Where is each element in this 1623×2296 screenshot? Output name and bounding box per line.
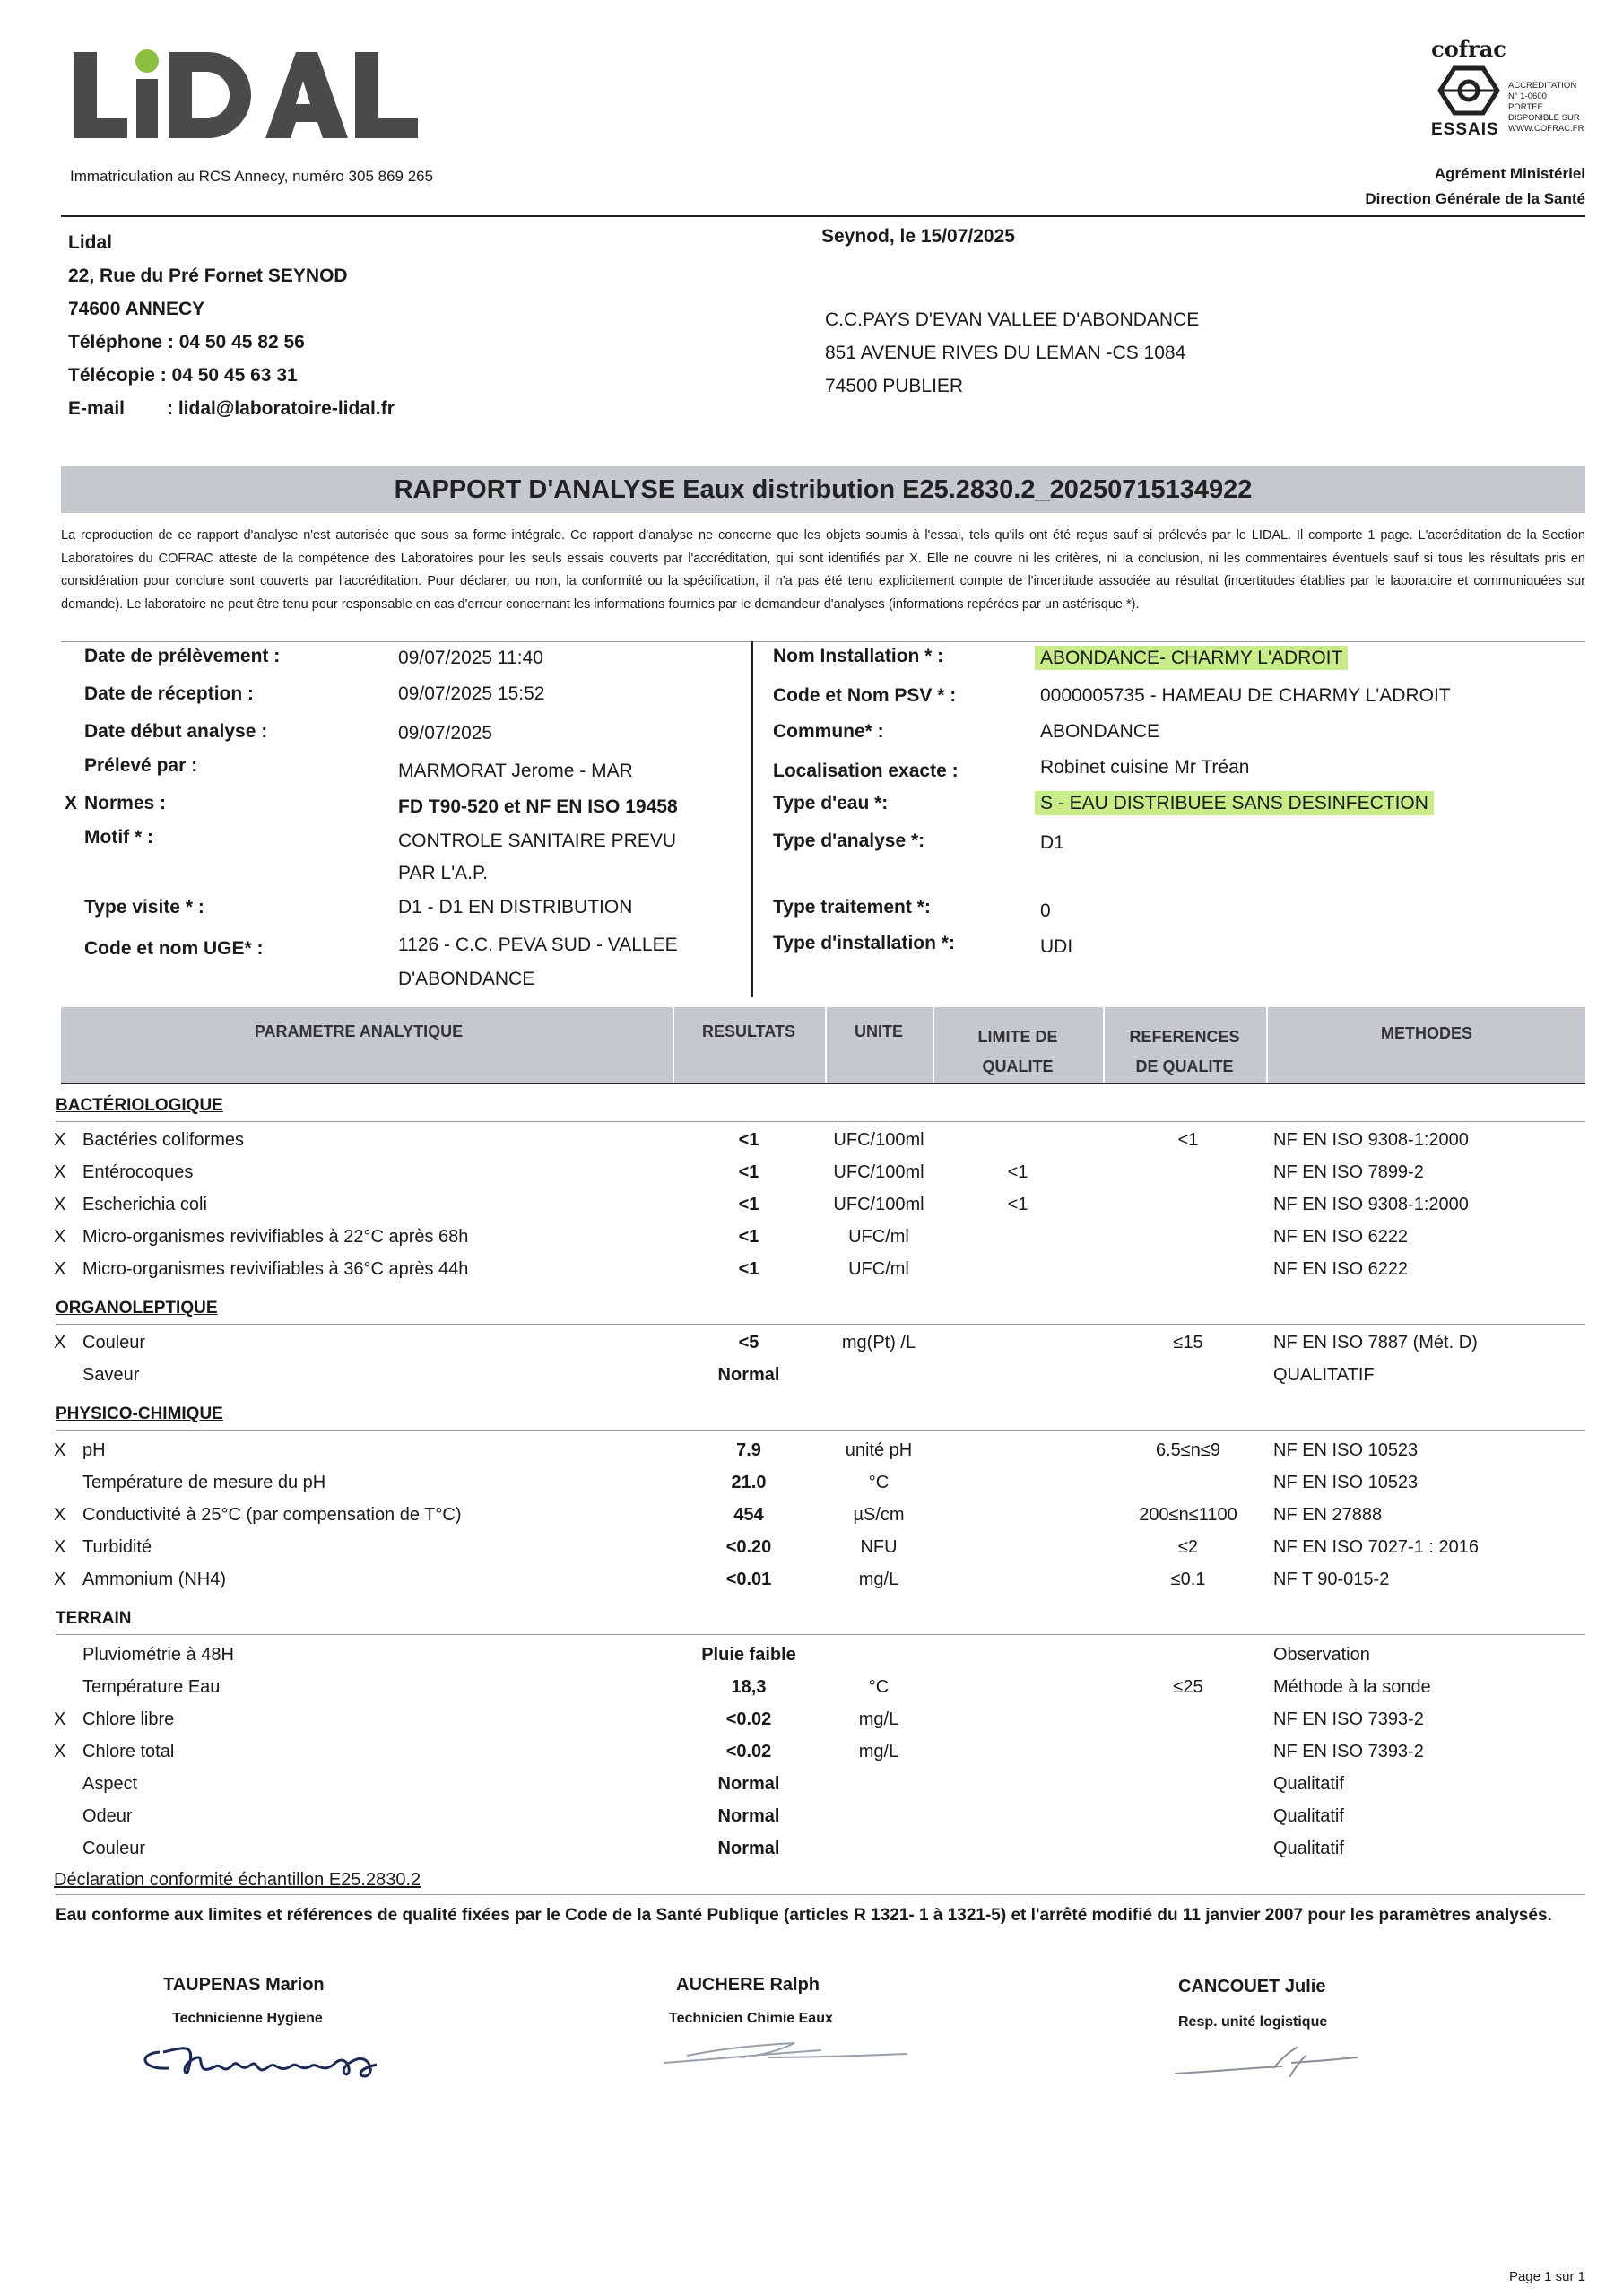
cofrac-line: N° 1-0600 [1508,91,1547,101]
table-row [0,1227,1623,1259]
param-method: Qualitatif [1273,1839,1344,1858]
section-rule [56,1121,1585,1122]
param-method: NF EN ISO 9308-1:2000 [1273,1195,1469,1214]
header-rule [61,215,1585,217]
info-value [1035,648,1348,669]
tel-label: Téléphone : [68,332,174,352]
accred-mark: X [54,1709,66,1729]
cofrac-line: DISPONIBLE SUR [1508,113,1580,123]
header-separator [825,1007,827,1083]
conformity-conclusion: Eau conforme aux limites et références de qualité fixées par le Code de la Santé Publique (articles R 1321- 1 à 1321-5) et l'arrêté modifié du 11 janvier 2007 pour les paramètres analysés. [56,1906,1552,1925]
param-name: Température Eau [82,1677,221,1697]
recipient-line: 851 AVENUE RIVES DU LEMAN -CS 1084 [825,343,1186,363]
col-header-unit: UNITE [855,1022,903,1040]
sender-city: 74600 ANNECY [68,299,205,319]
param-result: 21.0 [731,1473,767,1492]
param-result: <0.02 [725,1709,772,1729]
param-result: Normal [717,1839,780,1858]
info-value: 1126 - C.C. PEVA SUD - VALLEE [398,935,678,955]
param-method: NF EN ISO 7899-2 [1273,1162,1424,1182]
info-top-rule [61,641,1585,642]
info-value: Robinet cuisine Mr Tréan [1040,757,1250,778]
param-name: Couleur [82,1839,146,1858]
param-ref: ≤0.1 [1170,1570,1206,1589]
param-unit: UFC/100ml [833,1195,924,1214]
lidal-logo-graphic [70,36,429,144]
info-label: Localisation exacte : [773,761,959,781]
param-method: NF EN ISO 10523 [1273,1440,1419,1460]
param-name: Turbidité [82,1537,152,1557]
info-value: 0000005735 - HAMEAU DE CHARMY L'ADROIT [1040,685,1451,706]
cofrac-badge [1431,36,1593,152]
sender-block [68,226,395,425]
param-ref: 200≤n≤1100 [1139,1505,1237,1525]
param-result: <1 [738,1259,759,1279]
info-value: 0 [1040,900,1051,921]
highlighted-value: S - EAU DISTRIBUEE SANS DESINFECTION [1035,791,1434,815]
info-label: Date de prélèvement : [84,646,281,666]
param-result: Pluie faible [701,1645,796,1665]
param-result: <1 [738,1195,759,1214]
param-method: Méthode à la sonde [1273,1677,1431,1697]
accred-mark: X [54,1742,66,1761]
param-unit: UFC/100ml [833,1130,924,1150]
param-method: NF T 90-015-2 [1273,1570,1390,1589]
param-name: Saveur [82,1365,140,1385]
info-value [1035,793,1434,814]
section-rule [56,1324,1585,1325]
info-label: Code et nom UGE* : [84,938,264,959]
table-row [0,1774,1623,1806]
email-label: E-mail [68,398,126,419]
param-unit: mg(Pt) /L [841,1333,916,1352]
recipient-line: 74500 PUBLIER [825,376,964,396]
highlighted-value: ABONDANCE- CHARMY L'ADROIT [1035,646,1348,670]
table-row [0,1570,1623,1602]
accred-mark: X [54,1440,66,1460]
sender-name: Lidal [68,232,113,253]
section-title: ORGANOLEPTIQUE [56,1299,218,1318]
cofrac-line: PORTEE [1508,102,1543,112]
param-ref: ≤2 [1177,1537,1199,1557]
declaration-title: Déclaration conformité échantillon E25.2830.2 [54,1870,421,1890]
signatory-name: CANCOUET Julie [1178,1977,1326,1996]
info-label: Type d'installation *: [773,933,955,953]
info-value: 09/07/2025 [398,723,493,744]
param-result: <1 [738,1227,759,1247]
param-method: NF EN ISO 7393-2 [1273,1709,1424,1729]
param-name: Chlore total [82,1742,175,1761]
info-value-cont: PAR L'A.P. [398,863,489,883]
table-row [0,1505,1623,1537]
info-value: CONTROLE SANITAIRE PREVU [398,831,676,851]
signatory-role: Technicien Chimie Eaux [669,2011,833,2026]
param-method: NF EN ISO 6222 [1273,1227,1409,1247]
tel-value: 04 50 45 82 56 [178,332,305,352]
table-row [0,1195,1623,1227]
signatory-name: TAUPENAS Marion [163,1975,325,1995]
param-method: NF EN ISO 10523 [1273,1473,1419,1492]
param-result: <1 [738,1130,759,1150]
agrement-ministeriel: Agrément Ministériel [1434,165,1585,182]
param-unit: mg/L [858,1742,899,1761]
info-value: FD T90-520 et NF EN ISO 19458 [398,796,678,817]
direction-sante: Direction Générale de la Santé [1365,190,1585,207]
info-value: ABONDANCE [1040,721,1160,742]
report-title: RAPPORT D'ANALYSE Eaux distribution E25.2830.2_20250715134922 [394,475,1253,504]
param-result: 18,3 [731,1677,767,1697]
info-value: MARMORAT Jerome - MAR [398,761,633,781]
param-result: <0.01 [725,1570,772,1589]
signatory-name: AUCHERE Ralph [676,1975,820,1995]
param-ref: ≤25 [1173,1677,1203,1697]
info-label: Type d'analyse *: [773,831,925,851]
col-header-refs-line: DE QUALITE [1135,1057,1234,1075]
param-ref: 6.5≤n≤9 [1155,1440,1220,1460]
param-name: Chlore libre [82,1709,175,1729]
cofrac-icon [1436,65,1501,117]
param-method: NF EN ISO 7027-1 : 2016 [1273,1537,1480,1557]
section-title: PHYSICO-CHIMIQUE [56,1405,223,1423]
param-method: Qualitatif [1273,1774,1344,1794]
col-header-refs-line: REFERENCES [1129,1028,1240,1046]
lidal-logo [70,36,429,144]
signatory-role: Resp. unité logistique [1178,2014,1328,2030]
fax-value: 04 50 45 63 31 [171,365,298,386]
table-row [0,1537,1623,1570]
param-result: 454 [733,1505,764,1525]
accred-mark: X [54,1505,66,1525]
param-unit: UFC/ml [848,1227,909,1247]
param-method: Qualitatif [1273,1806,1344,1826]
accred-mark: X [54,1537,66,1557]
info-label: Code et Nom PSV * : [773,685,957,706]
signature-taupenas [133,2034,420,2088]
param-unit: unité pH [845,1440,913,1460]
accred-mark: X [54,1162,66,1182]
table-row [0,1839,1623,1871]
param-name: Bactéries coliformes [82,1130,245,1150]
param-name: Micro-organismes revivifiables à 36°C après 44h [82,1259,469,1279]
param-result: Normal [717,1774,780,1794]
signature-cancouet [1166,2041,1363,2086]
param-limit: <1 [1007,1162,1028,1182]
info-value: UDI [1040,936,1073,957]
results-table-header [61,1007,1585,1083]
info-value: 09/07/2025 15:52 [398,683,545,704]
recipient-line: C.C.PAYS D'EVAN VALLEE D'ABONDANCE [825,309,1200,330]
param-name: Conductivité à 25°C (par compensation de T°C) [82,1505,462,1525]
cofrac-line: ACCREDITATION [1508,81,1577,91]
info-value: D1 - D1 EN DISTRIBUTION [398,897,633,918]
param-ref: ≤15 [1173,1333,1203,1352]
section-rule [56,1430,1585,1431]
col-header-limit [934,1022,1101,1082]
table-row [0,1130,1623,1162]
info-label: Type d'eau *: [773,793,889,813]
param-method: NF EN ISO 7887 (Mét. D) [1273,1333,1478,1352]
param-method: QUALITATIF [1273,1365,1375,1385]
accred-mark: X [54,1570,66,1589]
param-method: NF EN ISO 9308-1:2000 [1273,1130,1469,1150]
info-label: Date début analyse : [84,721,268,742]
param-result: <5 [738,1333,759,1352]
section-title: TERRAIN [56,1609,132,1628]
cofrac-line: WWW.COFRAC.FR [1508,124,1584,134]
table-row [0,1806,1623,1839]
table-row [0,1440,1623,1473]
param-unit: NFU [860,1537,898,1557]
accred-mark: X [54,1130,66,1150]
info-divider [751,641,753,997]
email-value[interactable]: lidal@laboratoire-lidal.fr [178,398,395,419]
param-result: <0.20 [725,1537,772,1557]
param-unit: UFC/100ml [833,1162,924,1182]
param-name: Odeur [82,1806,133,1826]
param-unit: UFC/ml [848,1259,909,1279]
signature-auchere [660,2036,911,2072]
param-method: Observation [1273,1645,1370,1665]
table-row [0,1333,1623,1365]
section-title: BACTÉRIOLOGIQUE [56,1096,223,1115]
signatory-role: Technicienne Hygiene [172,2011,323,2026]
param-name: Aspect [82,1774,138,1794]
info-label: Nom Installation * : [773,646,944,666]
table-row [0,1259,1623,1292]
info-label: Commune* : [773,721,884,742]
disclaimer-text: La reproduction de ce rapport d'analyse n'est autorisée que sous sa forme intégrale. Ce rapport d'analyse ne concerne que les objets soumis à l'essai, tels qu'ils ont été reçus sauf si prélevés par le LIDAL. Il comporte 1 page. L'accréditation de la Section Laboratoires du COFRAC atteste de la compétence des Laboratoires pour les seuls essais couverts par l'accréditation, qui sont identifiés par X. Elle ne couvre ni les critères, ni la conclusion, ni les commentaires éventuels sauf si tous les résultats pris en considération pour conclure sont couverts par l'accréditation. Pour déclarer, ou non, la conformité ou la spécification, il n'a pas été tenu explicitement compte de l'incertitude associée au résultat (incertitudes établies par le laboratoire et communiquées sur demande). Le laboratoire ne peut être tenu pour responsable en cas d'erreur concernant les informations fournies par le demandeur d'analyses (informations repérées par un astérisque *). [61,528,1585,612]
info-label: Normes : [84,793,167,813]
col-header-limit-line: QUALITE [982,1057,1054,1075]
accred-mark: X [54,1259,66,1279]
param-unit: °C [868,1677,890,1697]
param-name: pH [82,1440,106,1460]
param-method: NF EN ISO 6222 [1273,1259,1409,1279]
col-header-limit-line: LIMITE DE [977,1028,1058,1046]
fax-label: Télécopie : [68,365,167,386]
param-method: NF EN ISO 7393-2 [1273,1742,1424,1761]
info-label: Type traitement *: [773,897,931,918]
accred-mark: X [54,1227,66,1247]
info-label: Date de réception : [84,683,255,704]
param-result: 7.9 [736,1440,761,1460]
header-bottom-rule [61,1083,1585,1084]
param-unit: °C [868,1473,890,1492]
table-row [0,1365,1623,1397]
param-limit: <1 [1007,1195,1028,1214]
accred-mark: X [54,1333,66,1352]
page-number: Page 1 sur 1 [1508,2269,1585,2284]
info-value: 09/07/2025 11:40 [398,648,543,668]
info-value-cont: D'ABONDANCE [398,969,535,989]
table-row [0,1709,1623,1742]
param-unit: mg/L [858,1709,899,1729]
info-value: D1 [1040,832,1064,853]
col-header-results: RESULTATS [702,1022,795,1040]
email-sep: : [167,398,173,419]
cofrac-essais: ESSAIS [1431,120,1499,139]
col-header-param: PARAMETRE ANALYTIQUE [254,1022,464,1040]
param-unit: mg/L [858,1570,899,1589]
rcs-registration: Immatriculation au RCS Annecy, numéro 305 869 265 [70,168,434,185]
col-header-refs [1105,1022,1264,1082]
param-name: Entérocoques [82,1162,194,1182]
cofrac-brand: cofrac [1431,36,1506,62]
param-result: Normal [717,1365,780,1385]
param-name: Micro-organismes revivifiables à 22°C après 68h [82,1227,469,1247]
table-row [0,1677,1623,1709]
param-ref: <1 [1177,1130,1199,1150]
sender-street: 22, Rue du Pré Fornet SEYNOD [68,265,348,286]
param-result: <0.02 [725,1742,772,1761]
table-row [0,1473,1623,1505]
report-date: Seynod, le 15/07/2025 [821,226,1015,247]
param-name: Pluviométrie à 48H [82,1645,234,1665]
param-name: Couleur [82,1333,146,1352]
param-result: Normal [717,1806,780,1826]
info-label: Prélevé par : [84,755,198,776]
declaration-rule [56,1894,1585,1895]
accred-mark: X [54,1195,66,1214]
table-row [0,1162,1623,1195]
param-result: <1 [738,1162,759,1182]
param-method: NF EN 27888 [1273,1505,1383,1525]
header-separator [673,1007,674,1083]
col-header-methods: METHODES [1380,1024,1472,1042]
header-separator [1266,1007,1268,1083]
table-row [0,1742,1623,1774]
param-name: Ammonium (NH4) [82,1570,227,1589]
param-name: Escherichia coli [82,1195,207,1214]
table-row [0,1645,1623,1677]
recipient-block [825,303,1199,403]
info-x: X [65,793,78,813]
info-label: Motif * : [84,827,153,848]
info-label: Type visite * : [84,897,204,918]
section-rule [56,1634,1585,1635]
param-name: Température de mesure du pH [82,1473,326,1492]
report-title-bar [61,466,1585,513]
param-unit: µS/cm [853,1505,905,1525]
